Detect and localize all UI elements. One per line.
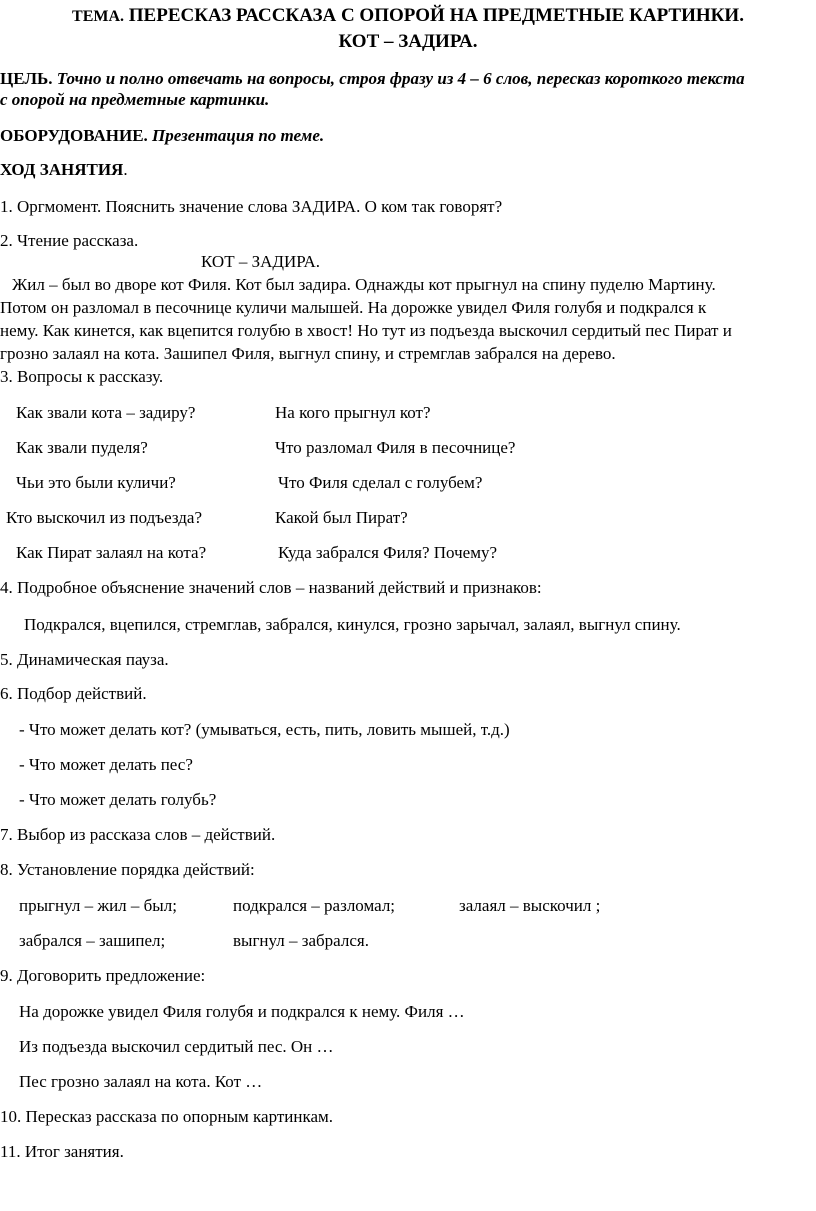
- step-1: 1. Оргмомент. Пояснить значение слова ЗАДИРА. О ком так говорят?: [0, 197, 503, 216]
- question-left: Как звали пуделя?: [16, 438, 148, 457]
- title-line-1: ПЕРЕСКАЗ РАССКАЗА С ОПОРОЙ НА ПРЕДМЕТНЫЕ КАРТИНКИ.: [128, 5, 744, 26]
- sentence-item: На дорожке увидел Филя голубя и подкрался к нему. Филя …: [19, 1002, 465, 1021]
- story-line: нему. Как кинется, как вцепится голубю в хвост! Но тут из подъезда выскочил сердитый пес Пират и: [0, 321, 732, 340]
- course-heading: [0, 160, 128, 180]
- step-6-item: - Что может делать пес?: [19, 755, 193, 774]
- story-title: КОТ – ЗАДИРА.: [201, 252, 321, 271]
- step-2: 2. Чтение рассказа.: [0, 231, 139, 250]
- goal-text-1: Точно и полно отвечать на вопросы, строя фразу из 4 – 6 слов, пересказ короткого текста: [56, 69, 745, 88]
- question-left: Как Пират залаял на кота?: [16, 543, 207, 562]
- equipment-label: ОБОРУДОВАНИЕ.: [0, 126, 148, 145]
- order-item: залаял – выскочил ;: [459, 896, 601, 915]
- title-line-2: КОТ – ЗАДИРА.: [338, 31, 478, 52]
- step-7: 7. Выбор из рассказа слов – действий.: [0, 825, 276, 844]
- question-right: Что разломал Филя в песочнице?: [275, 438, 516, 457]
- tema-label: ТЕМА.: [72, 8, 125, 25]
- question-left: Кто выскочил из подъезда?: [6, 508, 202, 527]
- step-4: 4. Подробное объяснение значений слов – названий действий и признаков:: [0, 578, 542, 597]
- step-6-item: - Что может делать голубь?: [19, 790, 217, 809]
- question-right: На кого прыгнул кот?: [275, 403, 431, 422]
- story-line: грозно залаял на кота. Зашипел Филя, выгнул спину, и стремглав забрался на дерево.: [0, 344, 616, 363]
- step-10: 10. Пересказ рассказа по опорным картинкам.: [0, 1107, 334, 1126]
- step-6: 6. Подбор действий.: [0, 684, 147, 703]
- goal-label: ЦЕЛЬ.: [0, 69, 53, 88]
- step-9: 9. Договорить предложение:: [0, 966, 206, 985]
- order-item: подкрался – разломал;: [233, 896, 396, 915]
- step-8: 8. Установление порядка действий:: [0, 860, 255, 879]
- step-4-words: Подкрался, вцепился, стремглав, забрался, кинулся, грозно зарычал, залаял, выгнул спину.: [24, 615, 681, 634]
- question-right: Какой был Пират?: [275, 508, 408, 527]
- sentence-item: Из подъезда выскочил сердитый пес. Он …: [19, 1037, 334, 1056]
- course-label: ХОД ЗАНЯТИЯ: [0, 160, 124, 179]
- order-item: выгнул – забрался.: [233, 931, 369, 950]
- equipment-text: Презентация по теме.: [152, 126, 325, 145]
- page-title: [0, 6, 816, 27]
- order-item: прыгнул – жил – был;: [19, 896, 177, 915]
- course-dot: .: [123, 160, 128, 179]
- goal-line-1: [0, 69, 745, 89]
- step-3: 3. Вопросы к рассказу.: [0, 367, 164, 386]
- question-left: Как звали кота – задиру?: [16, 403, 196, 422]
- sentence-item: Пес грозно залаял на кота. Кот …: [19, 1072, 263, 1091]
- step-5: 5. Динамическая пауза.: [0, 650, 169, 669]
- question-right: Что Филя сделал с голубем?: [278, 473, 483, 492]
- story-line: Потом он разломал в песочнице куличи малышей. На дорожке увидел Филя голубя и подкрался к: [0, 298, 707, 317]
- equipment-line: [0, 126, 324, 146]
- question-left: Чьи это были куличи?: [16, 473, 176, 492]
- question-right: Куда забрался Филя? Почему?: [278, 543, 497, 562]
- order-item: забрался – зашипел;: [19, 931, 166, 950]
- step-11: 11. Итог занятия.: [0, 1142, 124, 1161]
- goal-text-2: с опорой на предметные картинки.: [0, 90, 270, 109]
- story-line: Жил – был во дворе кот Филя. Кот был задира. Однажды кот прыгнул на спину пуделю Мартину.: [12, 275, 716, 294]
- step-6-item: - Что может делать кот? (умываться, есть, пить, ловить мышей, т.д.): [19, 720, 510, 739]
